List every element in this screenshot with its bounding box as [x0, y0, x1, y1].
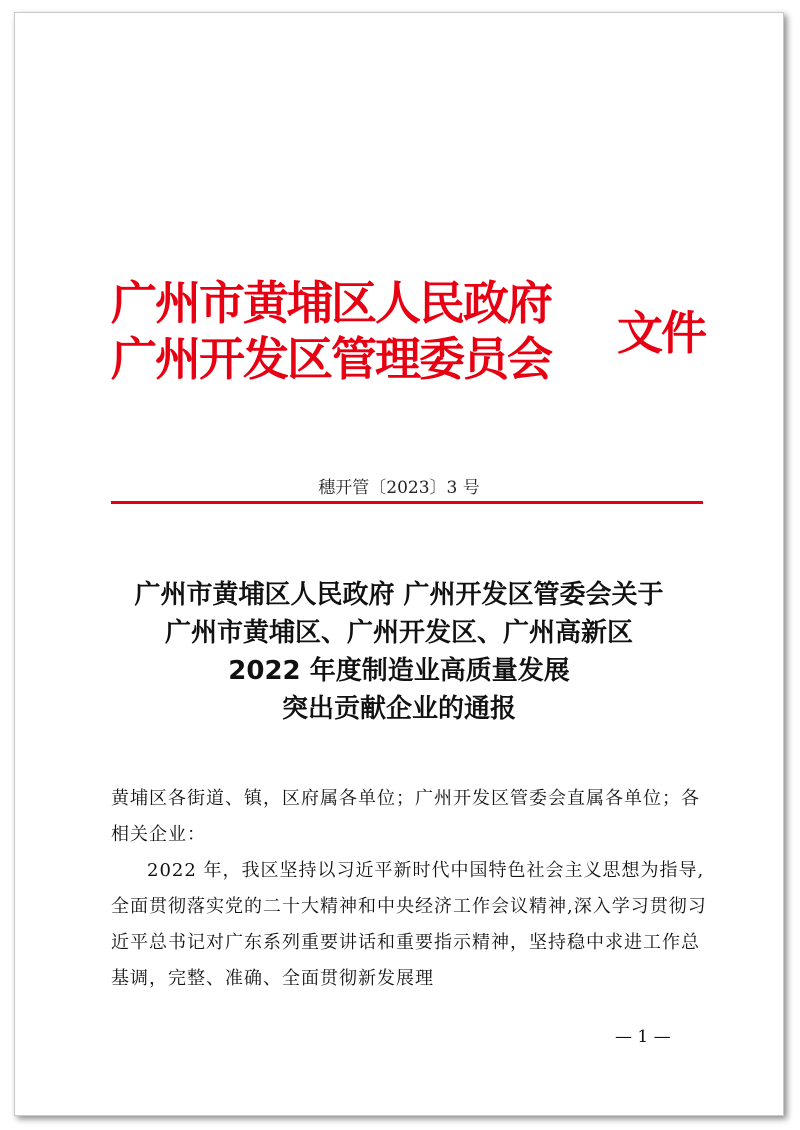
title-line-4: 突出贡献企业的通报 [281, 694, 516, 724]
document-body [111, 781, 707, 997]
header-issuer-2: 广州开发区管理委员会 [111, 332, 551, 386]
document-page [14, 12, 784, 1116]
red-header [111, 275, 711, 415]
header-suffix: 文件 [617, 306, 705, 360]
red-divider [111, 501, 703, 504]
header-issuer-1: 广州市黄埔区人民政府 [111, 276, 551, 330]
title-line-2: 广州市黄埔区、广州开发区、广州高新区 [164, 618, 633, 648]
body-paragraph: 2022 年，我区坚持以习近平新时代中国特色社会主义思想为指导,全面贯彻落实党的二十大精神和中央经济工作会议精神,深入学习贯彻习近平总书记对广东系列重要讲话和重要指示精神，坚持稳中求进工作总基调，完整、准确、全面贯彻新发展理 [111, 860, 707, 989]
document-number: 穗开管〔2023〕3 号 [318, 478, 480, 498]
title-line-3: 2022 年度制造业高质量发展 [228, 656, 570, 686]
title-line-1: 广州市黄埔区人民政府 广州开发区管委会关于 [134, 580, 664, 610]
page-number: — 1 — [615, 1027, 671, 1047]
document-title [15, 576, 783, 728]
recipients: 黄埔区各街道、镇，区府属各单位；广州开发区管委会直属各单位；各相关企业： [111, 788, 700, 845]
